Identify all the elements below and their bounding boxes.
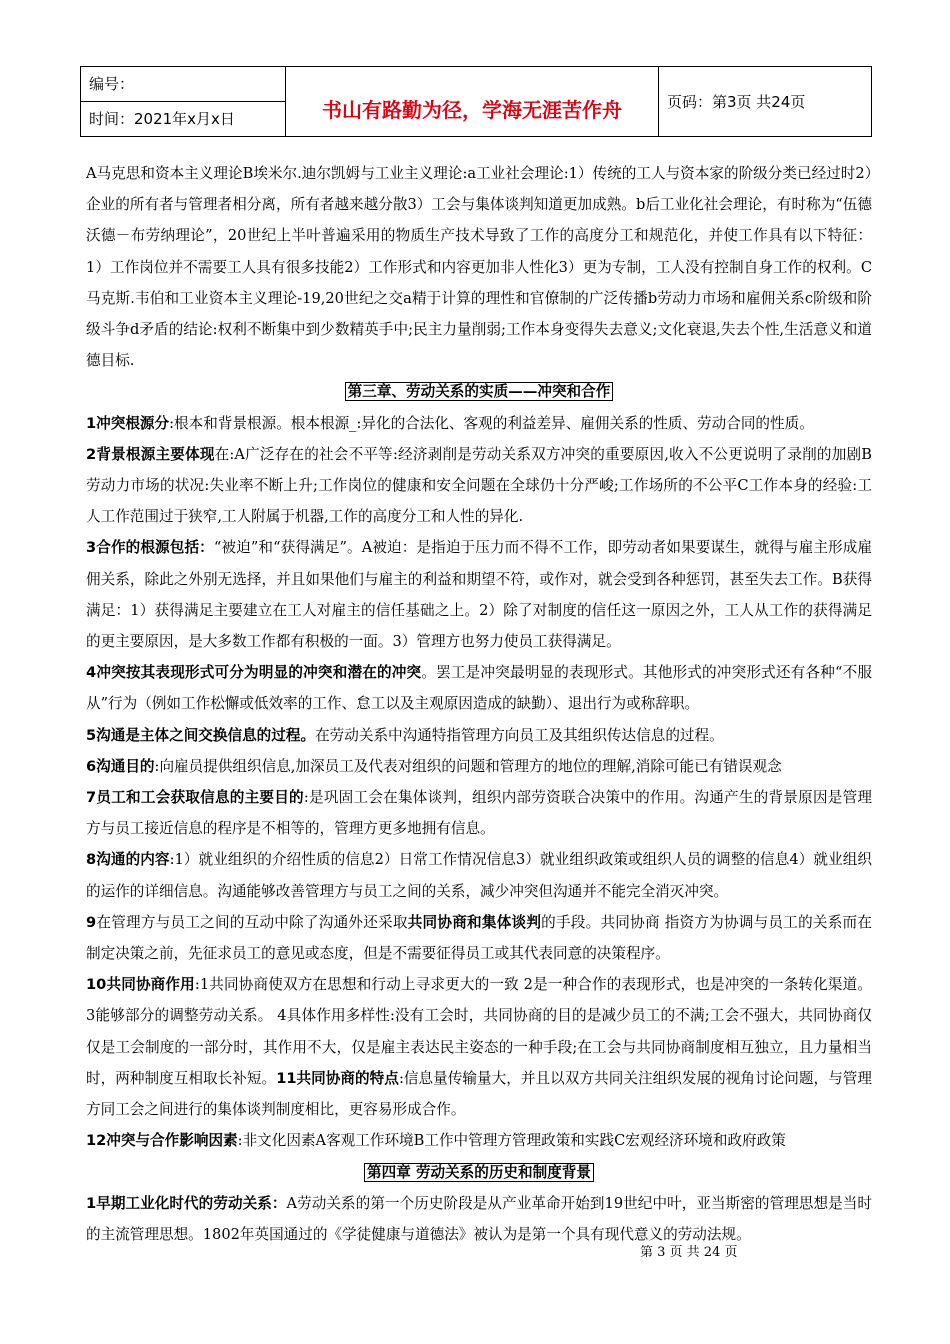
- section-7-head: 7员工和工会获取信息的主要目的: [86, 789, 304, 807]
- section-9-bold: 共同协商和集体谈判: [407, 913, 542, 931]
- chapter-3-title: 第三章、劳动关系的实质——冲突和合作: [345, 382, 614, 401]
- section-12-head: 12冲突与合作影响因素: [86, 1132, 238, 1150]
- number-label: 编号：: [81, 67, 286, 102]
- chapter-4-section-1: [86, 1188, 872, 1250]
- section-7-text: :是巩固工会在集体谈判，组织内部劳资联合决策中的作用。沟通产生的背景原因是管理方与员工接近信息的程序是不相等的，管理方更多地拥有信息。: [86, 789, 873, 838]
- section-4: [86, 657, 872, 719]
- page-label: 页码：第3页 共24页: [659, 67, 872, 137]
- section-9: [86, 907, 872, 969]
- section-1-text: :根本和背景根源。根本根源_:异化的合法化、客观的利益差异、雇佣关系的性质、劳动合同的性质。: [169, 414, 814, 432]
- section-9-text-b: 的手段。共同协商 指资方为协调与员工的关系而在制定决策之前，先征求员工的意见或态度，但是不需要征得员工或其代表同意的决策程序。: [86, 913, 872, 963]
- section-3-head: 3合作的根源包括：: [86, 539, 214, 557]
- section-3: [86, 532, 872, 657]
- section-2-text: 在:A广泛存在的社会不平等:经济剥削是劳动关系双方冲突的重要原因,收入不公更说明了录削的加剧B劳动力市场的状况:失业率不断上升;工作岗位的健康和安全问题在全球仍十分严峻;工作场所的不公平C工作本身的经验:工人工作范围过于狭窄,工人附属于机器,工作的高度分工和人性的异化.: [86, 445, 872, 526]
- section-3-text: “被迫”和“获得满足”。A被迫：是指迫于压力而不得不工作，即劳动者如果要谋生，就得与雇主形成雇佣关系，除此之外别无选择，并且如果他们与雇主的利益和期望不符，或作对，就会受到各种惩罚，甚至失去工作。B获得满足：1）获得满足主要建立在工人对雇主的信任基础之上。2）除了对制度的信任这一原因之外，工人从工作的获得满足的更主要原因，是大多数工作都有积极的一面。3）管理方也努力使员工获得满足。: [86, 539, 873, 651]
- section-4-text: 。罢工是冲突最明显的表现形式。其他形式的冲突形式还有各种“不服从”行为（例如工作松懈或低效率的工作、怠工以及主观原因造成的缺勤）、退出行为或称辞职。: [86, 664, 872, 713]
- section-10-head: 10共同协商作用: [86, 976, 195, 994]
- section-12: [86, 1125, 872, 1156]
- chapter-4-section-1-head: 1早期工业化时代的劳动关系：: [86, 1194, 287, 1212]
- section-1: [86, 408, 872, 439]
- page-footer: 第 3 页 共 24 页: [640, 1245, 738, 1260]
- section-8: [86, 844, 872, 906]
- document-body: [86, 158, 872, 1250]
- section-11-text: :信息量传输量大，并且以双方共同关注组织发展的视角讨论问题，与管理方同工会之间进行的集体谈判制度相比，更容易形成合作。: [86, 1069, 872, 1119]
- section-12-text: :非文化因素A客观工作环境B工作中管理方管理政策和实践C宏观经济环境和政府政策: [237, 1132, 786, 1150]
- page-header: [80, 66, 872, 137]
- section-6-head: 6沟通目的: [86, 757, 155, 775]
- chapter-4-title: 第四章 劳动关系的历史和制度背景: [364, 1163, 594, 1182]
- chapter-3-heading: [86, 376, 872, 407]
- chapter-4-section-1-text: A劳动关系的第一个历史阶段是从产业革命开始到19世纪中叶，亚当斯密的管理思想是当时的主流管理思想。1802年英国通过的《学徒健康与道德法》被认为是第一个具有现代意义的劳动法规。: [86, 1194, 872, 1243]
- section-1-head: 1冲突根源分: [86, 414, 170, 432]
- section-10-11: [86, 969, 872, 1125]
- chapter-4-heading: [86, 1157, 872, 1188]
- section-9-text-a: 在管理方与员工之间的互动中除了沟通外还采取: [96, 913, 408, 931]
- section-2: [86, 439, 872, 533]
- section-7: [86, 782, 872, 844]
- section-10-text: :1共同协商使双方在思想和行动上寻求更大的一致 2是一种合作的表现形式，也是冲突的一条转化渠道。 3能够部分的调整劳动关系。 4具体作用多样性:没有工会时，共同协商的目的是减少员工的不满;工会不强大，共同协商仅仅是工会制度的一部分时，其作用不大，仅是雇主表达民主姿态的一种手段;在工会与共同协商制度相互独立，且力量相当时，两种制度互相取长补短。: [86, 976, 872, 1087]
- section-4-head: 4冲突按其表现形式可分为明显的冲突和潜在的冲突: [86, 664, 422, 682]
- section-9-head: 9: [86, 913, 97, 931]
- motto: 书山有路勤为径，学海无涯苦作舟: [286, 67, 659, 137]
- section-6: [86, 751, 872, 782]
- section-11-head: 11共同协商的特点: [276, 1069, 399, 1087]
- section-5-text: 在劳动关系中沟通特指管理方向员工及其组织传达信息的过程。: [315, 726, 724, 744]
- section-5: [86, 720, 872, 751]
- section-6-text: :向雇员提供组织信息,加深员工及代表对组织的问题和管理方的地位的理解,消除可能已有错误观念: [154, 757, 782, 775]
- section-5-head: 5沟通是主体之间交换信息的过程。: [86, 726, 316, 744]
- time-label: 时间：2021年x月x日: [81, 102, 286, 137]
- section-2-head: 2背景根源主要体现: [86, 445, 215, 463]
- paragraph-theories: A马克思和资本主义理论B埃米尔.迪尔凯姆与工业主义理论:a工业社会理论:1）传统的工人与资本家的阶级分类已经过时2）企业的所有者与管理者相分离，所有者越来越分散3）工会与集体谈判知道更加成熟。b后工业化社会理论，有时称为“伍德沃德－布劳纳理论”，20世纪上半叶普遍采用的物质生产技术导致了工作的高度分工和规范化，并使工作具有以下特征： 1）工作岗位并不需要工人具有很多技能2）工作形式和内容更加非人性化3）更为专制，工人没有控制自身工作的权利。C马克斯.韦伯和工业资本主义理论-19,20世纪之交a精于计算的理性和官僚制的广泛传播b劳动力市场和雇佣关系c阶级和阶级斗争d矛盾的结论:权利不断集中到少数精英手中;民主力量削弱;工作本身变得失去意义;文化衰退,失去个性,生活意义和道德目标.: [86, 165, 872, 370]
- section-8-head: 8沟通的内容: [86, 851, 170, 869]
- section-8-text: :1）就业组织的介绍性质的信息2）日常工作情况信息3）就业组织政策或组织人员的调整的信息4）就业组织的运作的详细信息。沟通能够改善管理方与员工之间的关系，减少冲突但沟通并不能完全消灭冲突。: [86, 851, 873, 900]
